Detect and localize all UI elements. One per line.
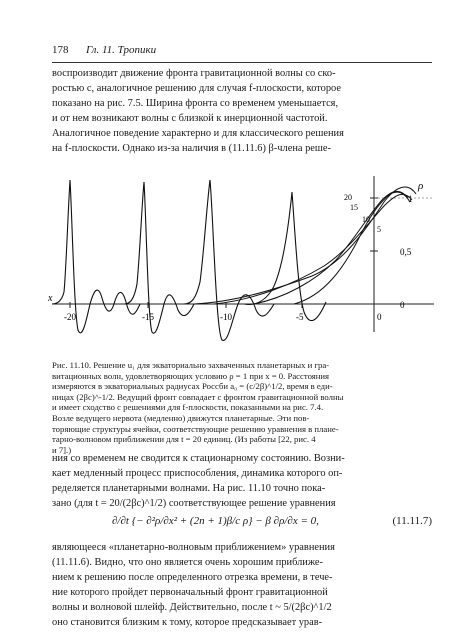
curve-t20-tail — [90, 290, 140, 314]
front-curve-20 — [194, 187, 416, 304]
caption-line: тарно-волновом приближении для t = 20 единиц. (Из работы [22, рис. 4 — [52, 434, 316, 445]
page-number: 178 — [52, 44, 69, 56]
curve-t20-left — [52, 180, 90, 333]
y-tick-label: 0,5 — [400, 247, 412, 257]
text-line: Аналогичное поведение характерно и для классического решения — [52, 128, 344, 139]
front-curve-10 — [254, 191, 408, 304]
caption-line: и имеет сходство с решениями для f-плоскости, показанными на рис. 7.4. — [52, 402, 324, 413]
caption-line: и 7].) — [52, 444, 72, 455]
curve-t15 — [124, 182, 194, 333]
equation-11-11-7 — [52, 508, 432, 536]
text-line: показано на рис. 7.5. Ширина фронта со временем уменьшается, — [52, 98, 339, 109]
x-tick-label: 0 — [377, 312, 382, 322]
text-line: волны и волновой шлейф. Действительно, после t ~ 5/(2βc)^1/2 — [52, 602, 332, 613]
text-line: кает медленный процесс приспособления, динамика которого оп- — [52, 468, 343, 479]
x-tick-label: -15 — [142, 312, 154, 322]
header-rule — [52, 62, 432, 63]
text-line: ние которого пройдет первоначальный фронт гравитационной — [52, 587, 328, 598]
page-header — [52, 44, 432, 60]
x-axis-label: x — [48, 293, 53, 304]
caption-line: ницах (2βc)^-1/2. Ведущий фронт совпадает с фронтом гравитационной волны — [52, 391, 344, 402]
bottom-paragraph — [52, 540, 432, 630]
text-line: зано (для t = 20/(2βc)^1/2) соответствующее решение уравнения — [52, 498, 336, 509]
text-line: ростью c, аналогичное решению для случая f-плоскости, которое — [52, 83, 341, 94]
running-title: Гл. 11. Тропики — [86, 44, 157, 56]
text-line: ределяется планетарными волнами. На рис. 11.10 точно пока- — [52, 483, 326, 494]
y-axis-label: ρ — [418, 180, 424, 192]
curve-t5 — [244, 192, 326, 321]
x-tick-label: -5 — [296, 312, 304, 322]
text-line: ния со временем не сводится к стационарному состоянию. Возни- — [52, 453, 345, 464]
caption-line: Рис. 11.10. Решение u₁ для экваториально захваченных планетарных и гра- — [52, 360, 330, 370]
y-tick-label: 1 — [408, 194, 413, 204]
text-line: оно становится близким к тому, которое предсказывает урав- — [52, 617, 323, 628]
text-line: и от нем возникают волны с близкой к инерционной частотой. — [52, 113, 328, 124]
curve-label: 10 — [362, 215, 370, 224]
text-line: воспроизводит движение фронта гравитационной волны со ско- — [52, 68, 336, 79]
caption-line: Возле ведущего нервота (медленно) движутся планетарные. Эти пов- — [52, 412, 310, 423]
x-tick-label: -10 — [220, 312, 232, 322]
curve-label: 20 — [344, 193, 352, 202]
front-curve-15 — [214, 194, 412, 304]
top-paragraph — [52, 66, 432, 156]
text-line: нием к решению после определенного отрезка времени, в тече- — [52, 572, 333, 583]
equation-number: (11.11.7) — [392, 515, 432, 527]
caption-line: измеряются в экваториальных радиусах Россби a₀ = (c/2β)^1/2, время в еди- — [52, 381, 333, 392]
curve-label: 15 — [350, 203, 358, 212]
figure-caption — [52, 360, 432, 455]
caption-line: витационных волн, удовлетворяющих условию ρ = 1 при x = 0. Расстояния — [52, 370, 330, 381]
x-tick-label: -20 — [64, 312, 76, 322]
curve-label: 5 — [377, 225, 381, 234]
y-tick-label: 0 — [400, 300, 405, 310]
figure-11-10 — [44, 172, 440, 354]
text-line: (11.11.6). Видно, что оно является очень хорошим приближе- — [52, 557, 323, 568]
text-line: являющееся «планетарно-волновым приближением» уравнения — [52, 542, 335, 553]
text-line: на f-плоскости. Однако из-за наличия в (11.11.6) β-члена реше- — [52, 143, 331, 154]
caption-line: торяющие структуры ячейки, соответствующие решению уравнения в планe- — [52, 423, 339, 434]
equation-body: ∂/∂t {− ∂²ρ/∂x² + (2n + 1)β/c ρ} − β ∂ρ/∂x = 0, — [112, 515, 319, 527]
middle-paragraph — [52, 451, 432, 511]
